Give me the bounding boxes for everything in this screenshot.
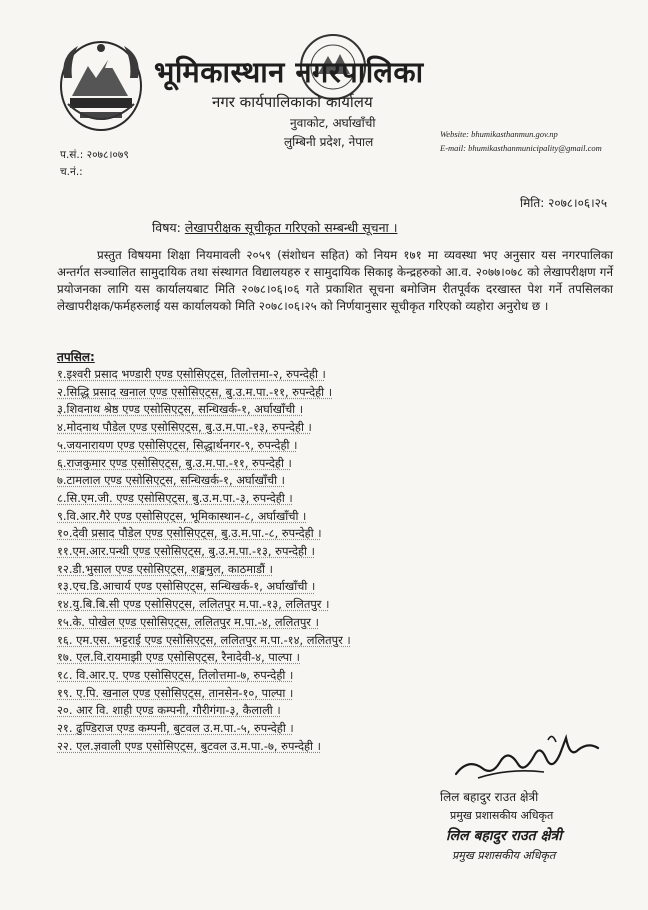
- firm-list-item: १४.यु.बि.बि.सी एण्ड एसोसिएट्स, ललितपुर म.पा.-१३, ललितपुर ।: [57, 597, 330, 612]
- firm-list-item: ९.वि.आर.गैरे एण्ड एसोसिएट्स, भूमिकास्थान-८, अर्घाखाँची ।: [57, 508, 307, 523]
- firm-list-item: १.इश्वरी प्रसाद भण्डारी एण्ड एसोसिएट्स, तिलोत्तमा-२, रुपन्देही ।: [57, 367, 326, 381]
- address-line-1: नुवाकोट, अर्घाखाँची: [290, 116, 376, 130]
- letter-date: मिति: २०७८।०६।२५: [520, 196, 608, 210]
- reference-cn: च.नं.:: [60, 166, 83, 178]
- firm-list-item: ३.शिवनाथ श्रेष्ठ एण्ड एसोसिएट्स, सन्धिखर्क-१, अर्घाखाँची ।: [57, 402, 304, 417]
- firm-list-item: २२. एल.ज्ञवाली एण्ड एसोसिएट्स, बुटवल उ.म.पा.-७, रुपन्देही ।: [57, 738, 321, 753]
- signatory-title-stamp: प्रमुख प्रशासकीय अधिकृत: [452, 849, 556, 862]
- office-name: नगर कार्यपालिकाको कार्यालय: [212, 93, 373, 111]
- firm-list-item: १७. एल.वि.रायमाझी एण्ड एसोसिएट्स, रैनादेवी-४, पाल्पा ।: [57, 650, 301, 665]
- firm-list-item: १०.देवी प्रसाद पौडेल एण्ड एसोसिएट्स, बु.उ.म.पा.-८, रुपन्देही ।: [57, 526, 322, 541]
- signature: [448, 728, 606, 786]
- firm-list-item: ८.सि.एम.जी. एण्ड एसोसिएट्स, बु.उ.म.पा.-३, रुपन्देही ।: [57, 490, 293, 505]
- body-paragraph: प्रस्तुत विषयमा शिक्षा नियमावली २०५९ (संशोधन सहित) को नियम १७१ मा व्यवस्था भए अनुसार यस नगरपालिका अन्तर्गत सञ्चालित सामुदायिक तथा संस्थागत विद्यालयहरु र सामुदायिक सिकाइ केन्द्रहरुको आ.व. २०७७।०७८ को लेखापरीक्षण गर्ने प्रयोजनका लागि यस कार्यालयबाट मिति २०७८।०६।०६ गते प्रकाशित सूचना बमोजिम रीतपूर्वक दरखास्त पेश गर्ने तपसिलका लेखापरीक्षक/फर्महरुलाई यस कार्यालयको मिति २०७८।०६।२५ को निर्णयानुसार सूचीकृत गरिएको व्यहोरा अनुरोध छ ।: [57, 248, 613, 313]
- org-name: भूमिकास्थान नगरपालिका: [154, 55, 424, 89]
- website-text: Website: bhumikasthanmun.gov.np: [440, 129, 558, 139]
- firm-list-item: १८. वि.आर.ए. एण्ड एसोसिएट्स, तिलोत्तमा-७, रुपन्देही ।: [57, 667, 294, 682]
- email-text: E-mail: bhumikasthanmunicipality@gmail.com: [440, 143, 602, 153]
- list-title: तपसिल:: [57, 350, 95, 364]
- firm-list-item: १२.डी.भुसाल एण्ड एसोसिएट्स, शङ्खमुल, काठमाडौं ।: [57, 561, 273, 576]
- subject-label: विषय:: [152, 220, 181, 235]
- firm-list-item: ४.मोदनाथ पौडेल एण्ड एसोसिएट्स, बु.उ.म.पा.-१३, रुपन्देही ।: [57, 420, 312, 435]
- signatory-name-handwritten: लिल बहादुर राउत क्षेत्री: [440, 790, 539, 804]
- signatory-name-stamp: लिल बहादुर राउत क्षेत्री: [446, 828, 562, 844]
- firm-list-item: ५.जयनारायण एण्ड एसोसिएट्स, सिद्धार्थनगर-९, रुपन्देही ।: [57, 437, 298, 452]
- address-line-2: लुम्बिनी प्रदेश, नेपाल: [284, 135, 374, 149]
- firm-list: [57, 366, 351, 755]
- firm-list-item: ६.राजकुमार एण्ड एसोसिएट्स, बु.उ.म.पा.-११, रुपन्देही ।: [57, 455, 292, 470]
- firm-list-item: ११.एम.आर.पन्थी एण्ड एसोसिएट्स, बु.उ.म.पा.-१३, रुपन्देही ।: [57, 544, 315, 559]
- subject-value: लेखापरीक्षक सूचीकृत गरिएको सम्बन्धी सूचना ।: [184, 220, 398, 235]
- subject-line: [152, 219, 398, 236]
- firm-list-item: २१. ढुण्डिराज एण्ड कम्पनी, बुटवल उ.म.पा.-५, रुपन्देही ।: [57, 721, 294, 736]
- municipality-emblem-logo: [58, 38, 144, 132]
- firm-list-item: १६. एम.एस. भट्टराई एण्ड एसोसिएट्स, ललितपुर म.पा.-१४, ललितपुर ।: [57, 632, 351, 647]
- firm-list-item: १५.के. पोखेल एण्ड एसोसिएट्स, ललितपुर म.पा.-४, ललितपुर ।: [57, 614, 319, 629]
- signatory-title-handwritten: प्रमुख प्रशासकीय अधिकृत: [450, 809, 554, 822]
- reference-ps: प.सं.: २०७८।०७९: [60, 149, 129, 161]
- firm-list-item: २.सिद्धि प्रसाद खनाल एण्ड एसोसिएट्स, बु.उ.म.पा.-११, रुपन्देही ।: [57, 384, 333, 399]
- firm-list-item: १९. ए.पि. खनाल एण्ड एसोसिएट्स, तानसेन-१०, पाल्पा ।: [57, 685, 294, 700]
- firm-list-item: १३.एच.डि.आचार्य एण्ड एसोसिएट्स, सन्धिखर्क-१, अर्घाखाँची ।: [57, 579, 316, 594]
- firm-list-item: २०. आर वि. शाही एण्ड कम्पनी, गौरीगंगा-३, कैलाली ।: [57, 703, 281, 718]
- firm-list-item: ७.टामलाल एण्ड एसोसिएट्स, सन्धिखर्क-१, अर्घाखाँची ।: [57, 473, 285, 488]
